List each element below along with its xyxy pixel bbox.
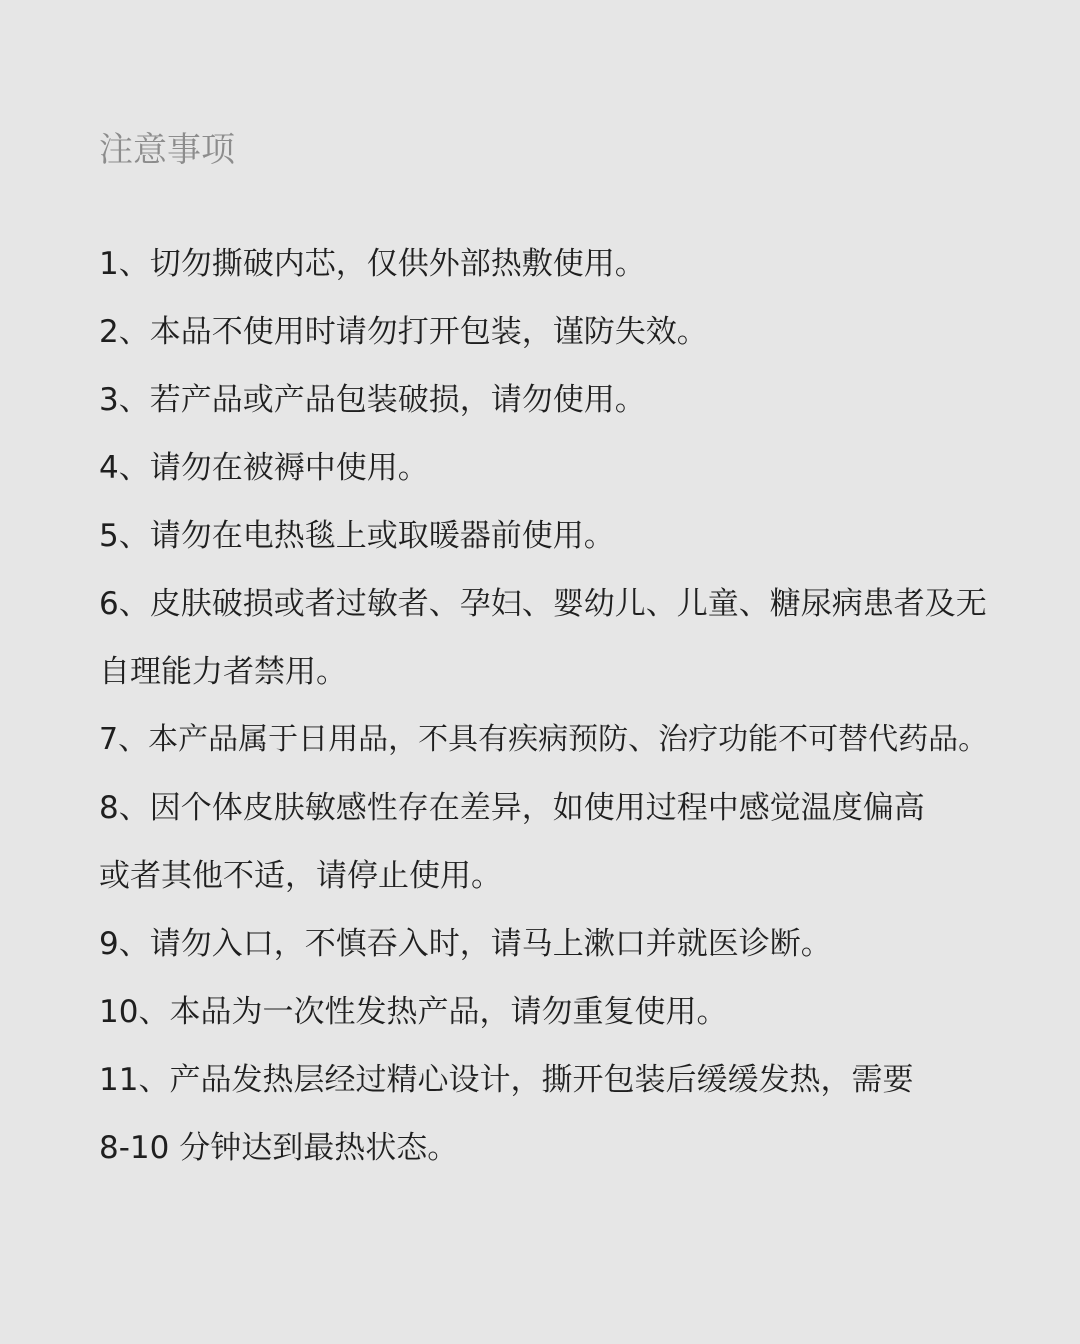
notice-list	[99, 230, 999, 1182]
notice-line-6: 6、皮肤破损或者过敏者、孕妇、婴幼儿、儿童、糖尿病患者及无	[99, 586, 987, 622]
notice-line-8-cont: 或者其他不适，请停止使用。	[99, 858, 502, 894]
notice-line-10: 10、本品为一次性发热产品，请勿重复使用。	[99, 994, 728, 1030]
notice-line-11: 11、产品发热层经过精心设计，撕开包装后缓缓发热，需要	[99, 1062, 914, 1098]
page-title: 注意事项	[99, 130, 235, 170]
notice-line-1: 1、切勿撕破内芯，仅供外部热敷使用。	[99, 246, 646, 282]
notice-line-5: 5、请勿在电热毯上或取暖器前使用。	[99, 518, 615, 554]
notice-line-2: 2、本品不使用时请勿打开包装，谨防失效。	[99, 314, 708, 350]
notice-page	[99, 0, 999, 1344]
notice-line-6-cont: 自理能力者禁用。	[99, 654, 347, 690]
notice-line-9: 9、请勿入口，不慎吞入时，请马上漱口并就医诊断。	[99, 926, 832, 962]
notice-line-4: 4、请勿在被褥中使用。	[99, 450, 429, 486]
notice-line-8: 8、因个体皮肤敏感性存在差异，如使用过程中感觉温度偏高	[99, 790, 925, 826]
notice-line-7: 7、本产品属于日用品，不具有疾病预防、治疗功能不可替代药品。	[99, 722, 989, 757]
notice-line-3: 3、若产品或产品包装破损，请勿使用。	[99, 382, 646, 418]
notice-line-11-cont: 8-10 分钟达到最热状态。	[99, 1130, 459, 1166]
